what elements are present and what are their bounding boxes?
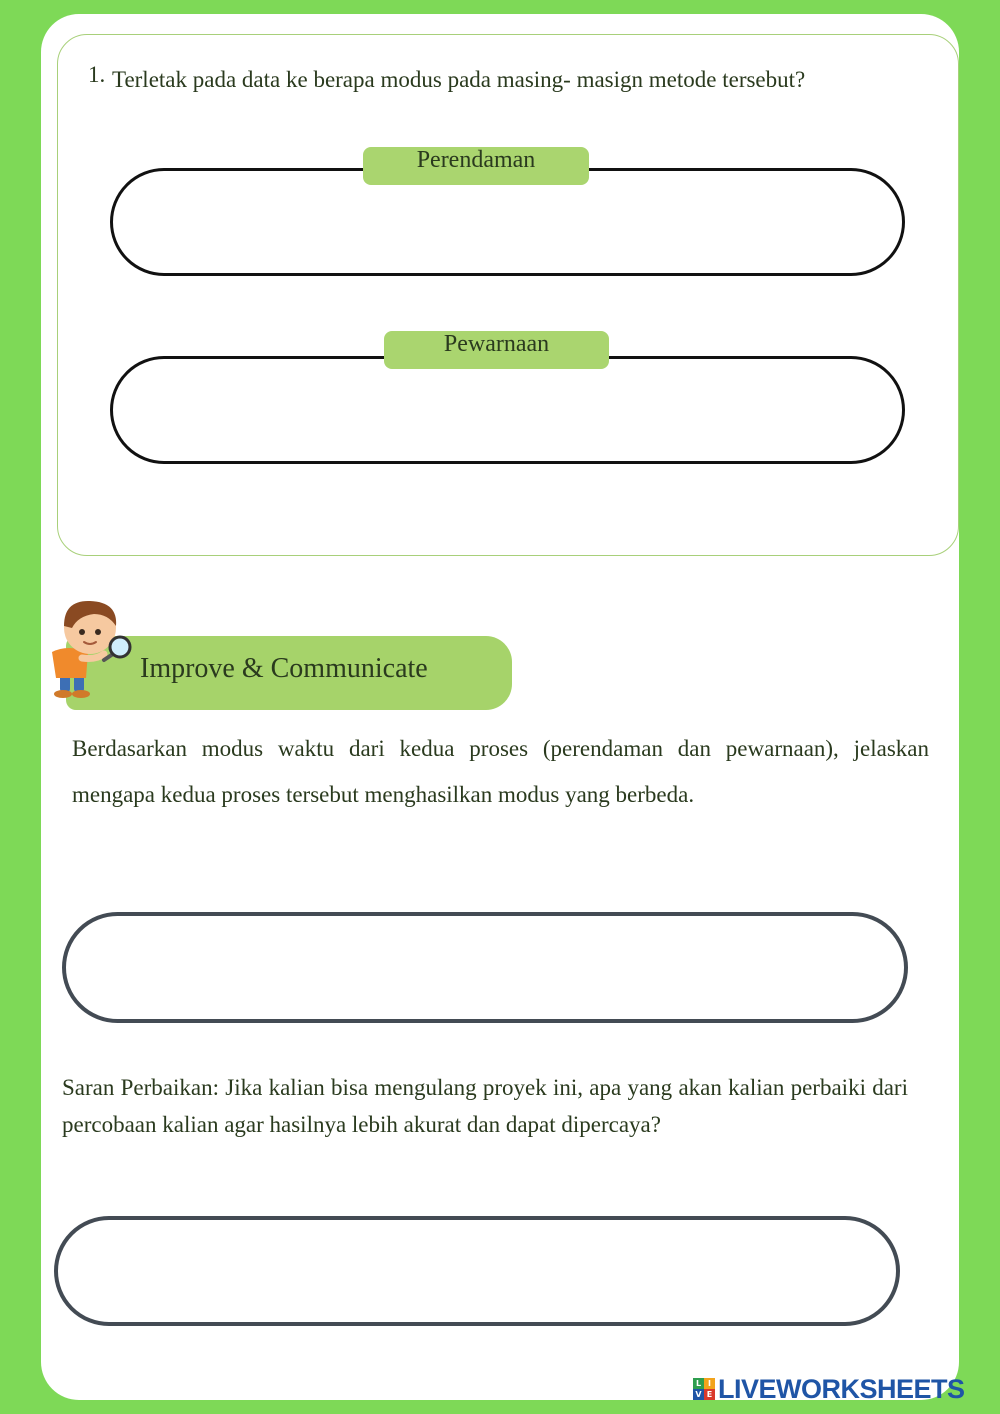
field-label-perendaman: Perendaman — [363, 147, 589, 185]
answer-field-pewarnaan[interactable] — [110, 356, 905, 464]
brand-name: LIVEWORKSHEETS — [718, 1373, 965, 1404]
suggestion-prompt: Saran Perbaikan: Jika kalian bisa mengulang proyek ini, apa yang akan kalian perbaiki dari percobaan kalian agar hasilnya lebih akurat dan dapat dipercaya? — [62, 1075, 908, 1137]
section-title: Improve & Communicate — [140, 653, 428, 684]
explain-prompt: Berdasarkan modus waktu dari kedua proses (perendaman dan pewarnaan), jelaskan mengapa kedua proses tersebut menghasilkan modus yang berbeda. — [72, 736, 929, 807]
logo-letter-e: E — [704, 1389, 715, 1400]
answer-box-explain[interactable] — [62, 912, 908, 1023]
question-text: Terletak pada data ke berapa modus pada masing- masign metode tersebut? — [112, 67, 806, 92]
liveworksheets-logo-icon — [693, 1378, 715, 1400]
answer-box-suggestion[interactable] — [54, 1216, 900, 1326]
field-label-pewarnaan: Pewarnaan — [384, 331, 609, 369]
kid-magnifier-icon — [38, 590, 138, 700]
logo-letter-l: L — [693, 1378, 704, 1389]
logo-letter-i: I — [704, 1378, 715, 1389]
logo-letter-v: V — [693, 1389, 704, 1400]
question-card — [57, 34, 959, 556]
question-number: 1. — [88, 62, 106, 87]
liveworksheets-logo — [693, 1372, 965, 1406]
